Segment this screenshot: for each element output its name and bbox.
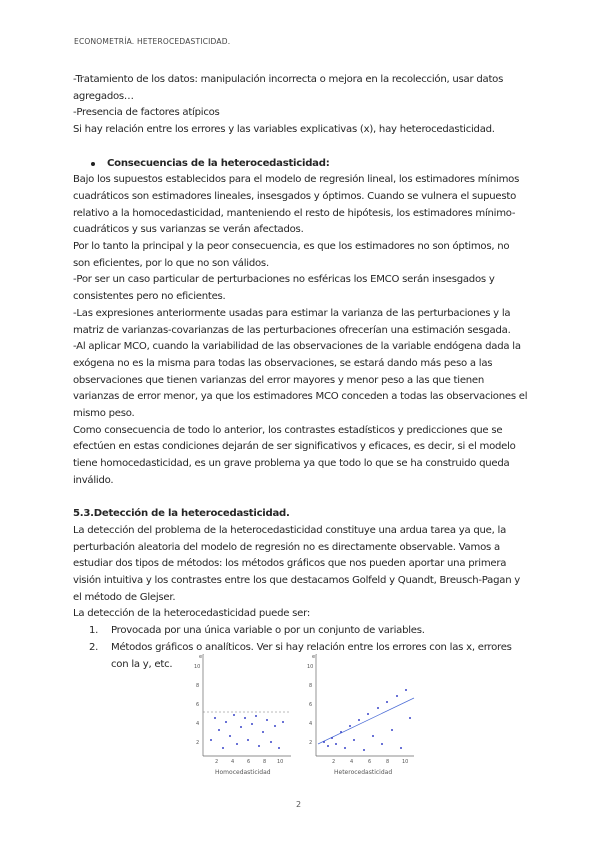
paragraph: La detección de la heterocedasticidad puede ser: <box>73 608 311 620</box>
list-text: Métodos gráficos o analíticos. Ver si hay relación entre los errores con las x, errores con la y, etc. <box>111 641 512 670</box>
list-item <box>73 623 529 640</box>
data-point <box>278 747 280 749</box>
data-point <box>282 721 284 723</box>
data-point <box>236 743 238 745</box>
page-number: 2 <box>296 800 302 809</box>
scatter-points <box>323 689 411 751</box>
paragraph: -Tratamiento de los datos: manipulación incorrecta o mejora en la recolección, usar datos agregados… <box>73 74 504 102</box>
y-tick-label: 8 <box>196 683 200 689</box>
plot-caption: Homocedasticidad <box>215 769 271 776</box>
y-tick-label: 4 <box>196 721 200 727</box>
data-point <box>331 737 333 739</box>
data-point <box>274 725 276 727</box>
x-tick-label: 2 <box>332 759 336 765</box>
data-point <box>225 721 227 723</box>
data-point <box>214 717 216 719</box>
data-point <box>391 729 393 731</box>
data-point <box>358 719 360 721</box>
data-point <box>381 743 383 745</box>
section-title: 5.3.Detección de la heterocedasticidad. <box>73 508 290 520</box>
x-tick-label: 8 <box>263 759 267 765</box>
data-point <box>386 701 388 703</box>
data-point <box>377 707 379 709</box>
data-point <box>240 726 242 728</box>
data-point <box>323 741 325 743</box>
consequences-heading-text: Consecuencias de la heterocedasticidad: <box>107 157 330 169</box>
data-point <box>270 741 272 743</box>
data-point <box>233 714 235 716</box>
x-tick-label: 2 <box>215 759 219 765</box>
data-point <box>367 713 369 715</box>
y-axis-symbol: e² <box>312 654 318 660</box>
y-tick-label: 6 <box>309 702 313 708</box>
data-point <box>266 719 268 721</box>
data-point <box>327 745 329 747</box>
plot-caption: Heterocedasticidad <box>334 769 393 776</box>
data-point <box>251 723 253 725</box>
y-tick-label: 10 <box>307 664 314 670</box>
paragraph: Como consecuencia de todo lo anterior, los contrastes estadísticos y predicciones que se efectúen en estas condiciones dejarán de ser significativos y eficaces, es decir, si el modelo tiene homocedasticidad, es un grave problema ya que todo lo que se ha construido queda inválido. <box>73 424 516 486</box>
paragraph: -Presencia de factores atípicos <box>73 107 220 119</box>
x-tick-label: 6 <box>247 759 251 765</box>
running-header: ECONOMETRÍA. HETEROCEDASTICIDAD. <box>74 37 231 46</box>
paragraph: Si hay relación entre los errores y las variables explicativas (x), hay heterocedasticidad. <box>73 124 495 136</box>
scatter-points <box>210 714 284 749</box>
y-tick-label: 4 <box>309 721 313 727</box>
x-tick-label: 6 <box>368 759 372 765</box>
body-text <box>73 72 529 673</box>
data-point <box>210 739 212 741</box>
list-number: 2. <box>89 641 99 653</box>
x-tick-label: 8 <box>386 759 390 765</box>
paragraph: -Las expresiones anteriormente usadas para estimar la varianza de las perturbaciones y la matriz de varianzas-covarianzas de las perturbaciones ofrecerían una estimación sesgada. <box>73 307 511 336</box>
paragraph: Bajo los supuestos establecidos para el modelo de regresión lineal, los estimadores mínimos cuadráticos son estimadores lineales, insesgados y óptimos. Cuando se vulnera el supuesto relativo a la homocedasticidad, manteniendo el resto de hipótesis, los estimadores mínimo-cuadráticos y sus varianzas se verán afectados. <box>73 174 520 236</box>
data-point <box>372 735 374 737</box>
paragraph: -Por ser un caso particular de perturbaciones no esféricas los EMCO serán insesgados y consistentes pero no eficientes. <box>73 274 495 303</box>
y-tick-label: 2 <box>196 740 200 746</box>
y-tick-label: 6 <box>196 702 200 708</box>
y-tick-label: 2 <box>309 740 313 746</box>
paragraph: Por lo tanto la principal y la peor consecuencia, es que los estimadores no son óptimos, no son eficientes, por lo que no son válidos. <box>73 241 510 269</box>
data-point <box>247 739 249 741</box>
list-text: Provocada por una única variable o por un conjunto de variables. <box>111 625 425 637</box>
y-tick-label: 10 <box>194 664 201 670</box>
data-point <box>258 745 260 747</box>
data-point <box>349 725 351 727</box>
paragraph: La detección del problema de la heterocedasticidad constituye una ardua tarea ya que, la perturbación aleatoria del modelo de regresión no es directamente observable. Vamos a estudiar dos tipos de métodos: los métodos gráficos que nos pueden aportar una primera visión intuitiva y los contrastes entre los que destacamos Golfeld y Quandt, Breusch-Pagan y el método de Glejser. <box>73 524 521 603</box>
data-point <box>255 715 257 717</box>
x-tick-label: 10 <box>402 759 409 765</box>
data-point <box>229 735 231 737</box>
data-point <box>262 731 264 733</box>
data-point <box>244 717 246 719</box>
data-point <box>400 747 402 749</box>
data-point <box>405 689 407 691</box>
paragraph: -Al aplicar MCO, cuando la variabilidad de las observaciones de la variable endógena dada la exógena no es la misma para todas las observaciones, se estará dando más peso a las observaciones que tienen varianzas del error mayores y menor peso a las que tienen varianzas de error menor, ya que los estimadores MCO conceden a todas las observaciones el mismo peso. <box>73 341 528 420</box>
data-point <box>396 695 398 697</box>
y-tick-label: 8 <box>309 683 313 689</box>
y-axis-symbol: e² <box>199 654 205 660</box>
data-point <box>353 739 355 741</box>
x-tick-label: 4 <box>350 759 354 765</box>
data-point <box>222 747 224 749</box>
data-point <box>344 747 346 749</box>
list-item <box>73 640 529 673</box>
data-point <box>363 749 365 751</box>
data-point <box>340 731 342 733</box>
x-tick-label: 10 <box>277 759 284 765</box>
data-point <box>335 743 337 745</box>
data-point <box>218 729 220 731</box>
heteroscedasticity-plot <box>306 652 416 780</box>
data-point <box>409 717 411 719</box>
bullet-icon <box>91 162 95 166</box>
list-number: 1. <box>89 625 99 637</box>
x-tick-label: 4 <box>231 759 235 765</box>
homoscedasticity-plot <box>193 652 295 780</box>
consequences-heading <box>73 156 529 173</box>
